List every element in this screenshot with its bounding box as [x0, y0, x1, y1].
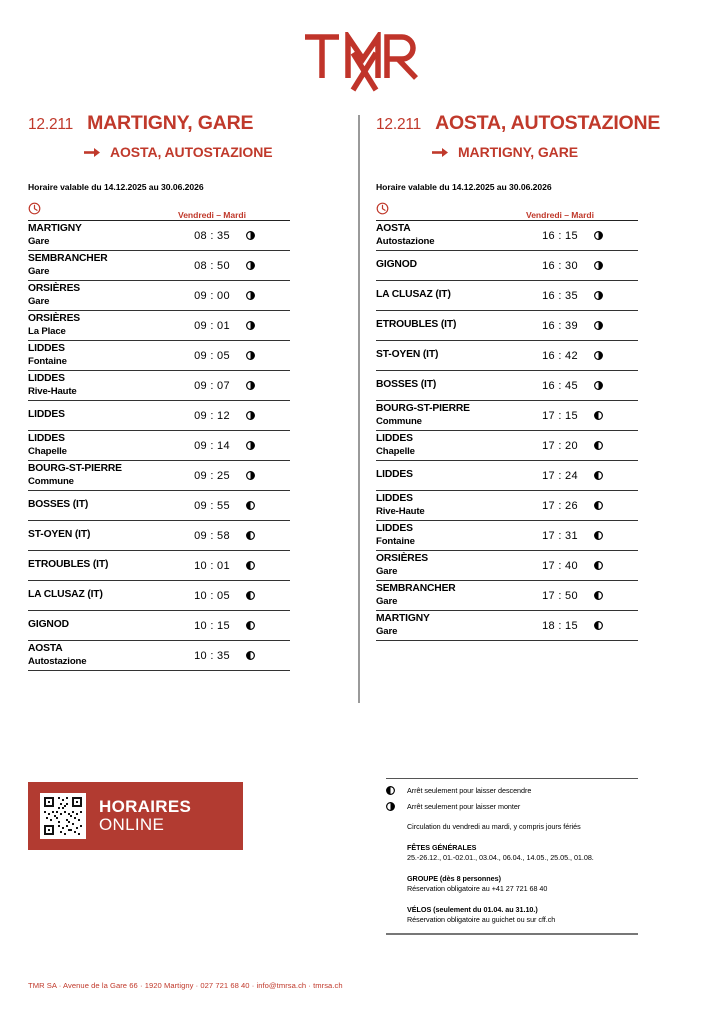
clock-icon	[28, 202, 41, 215]
table-row	[376, 611, 638, 641]
stop-cell	[28, 611, 178, 641]
stop-name: GIGNOD	[28, 619, 69, 631]
half-circle-left-filled-icon	[594, 561, 603, 570]
legend-label: Arrêt seulement pour laisser monter	[407, 802, 521, 812]
stop-name: ORSIÈRES	[28, 283, 81, 295]
stop-name: LA CLUSAZ (IT)	[28, 589, 103, 601]
departure-time: 09 : 14	[178, 431, 246, 461]
table-row	[28, 581, 290, 611]
half-circle-right-filled-icon	[386, 802, 395, 811]
half-circle-right-filled-icon	[594, 231, 603, 240]
stop-type-cell	[594, 581, 638, 611]
footer-contact: TMR SA · Avenue de la Gare 66 · 1920 Martigny · 027 721 68 40 · info@tmrsa.ch · tmrsa.ch	[28, 981, 343, 990]
table-header-row	[376, 202, 638, 221]
table-row	[376, 281, 638, 311]
stop-type-cell	[246, 251, 290, 281]
stop-name: GIGNOD	[376, 259, 417, 271]
timetable-outbound	[28, 202, 290, 671]
stop-type-cell	[594, 551, 638, 581]
stop-cell	[28, 281, 178, 311]
half-circle-left-filled-icon	[246, 561, 255, 570]
stop-name: ST-OYEN (IT)	[376, 349, 439, 361]
departure-time: 09 : 58	[178, 521, 246, 551]
half-circle-left-filled-icon	[246, 651, 255, 660]
legend-block-detail: 25.-26.12., 01.-02.01., 03.04., 06.04., 14.05., 25.05., 01.08.	[407, 853, 594, 863]
half-circle-left-filled-icon	[594, 441, 603, 450]
stop-sub: Autostazione	[28, 655, 87, 667]
days-header: Vendredi – Mardi	[178, 202, 290, 221]
table-row	[376, 221, 638, 251]
half-circle-left-filled-icon	[386, 786, 395, 795]
legend-label: Arrêt seulement pour laisser descendre	[407, 786, 532, 796]
stop-cell	[376, 581, 526, 611]
departure-time: 08 : 50	[178, 251, 246, 281]
stop-cell	[376, 371, 526, 401]
stop-name: ETROUBLES (IT)	[376, 319, 457, 331]
stop-sub: Gare	[376, 565, 398, 577]
departure-time: 08 : 35	[178, 221, 246, 251]
stop-type-cell	[594, 221, 638, 251]
table-row	[376, 341, 638, 371]
arrow-right-icon	[432, 147, 449, 158]
stop-name: MARTIGNY	[28, 223, 82, 235]
stop-type-cell	[246, 221, 290, 251]
table-row	[376, 371, 638, 401]
line-destination-row	[376, 144, 676, 160]
table-row	[376, 401, 638, 431]
stop-cell	[28, 311, 178, 341]
half-circle-left-filled-icon	[246, 591, 255, 600]
stop-cell	[28, 221, 178, 251]
validity-text: Horaire valable du 14.12.2025 au 30.06.2026	[376, 182, 552, 192]
departure-time: 09 : 05	[178, 341, 246, 371]
clock-icon	[376, 202, 389, 215]
clock-header-cell	[376, 202, 526, 221]
table-row	[28, 431, 290, 461]
column-divider	[358, 115, 360, 703]
stop-name: BOSSES (IT)	[28, 499, 89, 511]
stop-name: BOURG-ST-PIERRE	[28, 463, 122, 475]
half-circle-right-filled-icon	[594, 261, 603, 270]
departure-time: 09 : 00	[178, 281, 246, 311]
departure-time: 16 : 15	[526, 221, 594, 251]
stop-cell	[376, 461, 526, 491]
half-circle-left-filled-icon	[594, 471, 603, 480]
legend-block-fetes	[407, 843, 638, 862]
table-row	[28, 521, 290, 551]
stop-type-cell	[594, 611, 638, 641]
half-circle-left-filled-icon	[594, 411, 603, 420]
departure-time: 10 : 01	[178, 551, 246, 581]
stop-cell	[28, 641, 178, 671]
stop-type-cell	[246, 491, 290, 521]
stop-name: SEMBRANCHER	[376, 583, 456, 595]
line-destination-row	[28, 144, 328, 160]
stop-type-cell	[246, 641, 290, 671]
table-row	[376, 461, 638, 491]
half-circle-right-filled-icon	[246, 471, 255, 480]
clock-header-cell	[28, 202, 178, 221]
stop-cell	[28, 581, 178, 611]
table-row	[28, 341, 290, 371]
legend-block-detail: Réservation obligatoire au guichet ou sur cff.ch	[407, 915, 556, 925]
stop-cell	[28, 401, 178, 431]
legend-circulation-note: Circulation du vendredi au mardi, y compris jours fériés	[407, 822, 581, 832]
stop-type-cell	[594, 431, 638, 461]
departure-time: 10 : 05	[178, 581, 246, 611]
line-number: 12.211	[28, 116, 74, 133]
stop-cell	[376, 341, 526, 371]
table-row	[28, 221, 290, 251]
half-circle-right-filled-icon	[246, 441, 255, 450]
legend-item	[386, 802, 638, 811]
half-circle-left-filled-icon	[246, 621, 255, 630]
departure-time: 17 : 31	[526, 521, 594, 551]
stop-sub: Commune	[28, 475, 74, 487]
departure-time: 09 : 25	[178, 461, 246, 491]
departure-time: 16 : 42	[526, 341, 594, 371]
stop-name: LIDDES	[28, 373, 65, 385]
stop-type-cell	[246, 581, 290, 611]
timetable-return	[376, 202, 638, 641]
stop-name: LIDDES	[28, 409, 65, 421]
departure-time: 16 : 30	[526, 251, 594, 281]
half-circle-right-filled-icon	[246, 261, 255, 270]
stop-type-cell	[594, 401, 638, 431]
stop-type-cell	[594, 491, 638, 521]
stop-sub: Rive-Haute	[376, 505, 425, 517]
half-circle-right-filled-icon	[246, 291, 255, 300]
timetable-return-body	[376, 221, 638, 641]
half-circle-left-filled-icon	[246, 531, 255, 540]
departure-time: 18 : 15	[526, 611, 594, 641]
legend-item	[386, 786, 638, 795]
table-row	[376, 581, 638, 611]
stop-name: MARTIGNY	[376, 613, 430, 625]
stop-type-cell	[246, 281, 290, 311]
stop-sub: Chapelle	[376, 445, 415, 457]
stop-cell	[376, 251, 526, 281]
stop-cell	[376, 521, 526, 551]
legend-block-title: GROUPE (dès 8 personnes)	[407, 874, 501, 884]
stop-name: ORSIÈRES	[28, 313, 81, 325]
line-header	[28, 112, 328, 135]
departure-time: 17 : 24	[526, 461, 594, 491]
stop-type-cell	[246, 431, 290, 461]
legend-top-divider	[386, 778, 638, 779]
legend-block-detail: Réservation obligatoire au +41 27 721 68 40	[407, 884, 548, 894]
half-circle-right-filled-icon	[594, 291, 603, 300]
departure-time: 16 : 39	[526, 311, 594, 341]
departure-time: 10 : 35	[178, 641, 246, 671]
table-row	[28, 311, 290, 341]
half-circle-right-filled-icon	[594, 381, 603, 390]
direction-block-outbound	[28, 112, 328, 671]
horaires-online-banner[interactable]	[28, 782, 243, 850]
stop-type-cell	[594, 371, 638, 401]
legend-block-title: VÉLOS (seulement du 01.04. au 31.10.)	[407, 905, 538, 915]
departure-time: 16 : 45	[526, 371, 594, 401]
half-circle-left-filled-icon	[594, 591, 603, 600]
table-row	[28, 551, 290, 581]
stop-sub: Gare	[28, 295, 50, 307]
tmr-logo	[0, 32, 724, 99]
arrow-right-icon	[84, 147, 101, 158]
stop-name: SEMBRANCHER	[28, 253, 108, 265]
days-header: Vendredi – Mardi	[526, 202, 638, 221]
stop-type-cell	[594, 521, 638, 551]
stop-cell	[376, 401, 526, 431]
stop-type-cell	[246, 401, 290, 431]
half-circle-right-filled-icon	[246, 351, 255, 360]
table-row	[376, 491, 638, 521]
table-row	[376, 311, 638, 341]
stop-type-cell	[246, 371, 290, 401]
departure-time: 17 : 20	[526, 431, 594, 461]
stop-cell	[376, 551, 526, 581]
table-row	[28, 461, 290, 491]
stop-cell	[28, 341, 178, 371]
half-circle-right-filled-icon	[246, 321, 255, 330]
stop-type-cell	[246, 341, 290, 371]
stop-cell	[28, 431, 178, 461]
stop-sub: Gare	[28, 235, 50, 247]
legend	[386, 778, 638, 935]
stop-type-cell	[246, 311, 290, 341]
stop-cell	[28, 551, 178, 581]
table-row	[376, 551, 638, 581]
table-row	[28, 371, 290, 401]
stop-cell	[376, 281, 526, 311]
departure-time: 17 : 26	[526, 491, 594, 521]
table-row	[28, 611, 290, 641]
stop-sub: La Place	[28, 325, 66, 337]
stop-name: LIDDES	[376, 493, 413, 505]
line-origin: AOSTA, AUTOSTAZIONE	[435, 112, 661, 134]
stop-type-cell	[594, 281, 638, 311]
half-circle-right-filled-icon	[594, 321, 603, 330]
half-circle-right-filled-icon	[246, 411, 255, 420]
stop-name: BOURG-ST-PIERRE	[376, 403, 470, 415]
half-circle-left-filled-icon	[246, 501, 255, 510]
half-circle-left-filled-icon	[594, 621, 603, 630]
table-row	[28, 641, 290, 671]
departure-time: 10 : 15	[178, 611, 246, 641]
stop-cell	[28, 251, 178, 281]
table-row	[28, 251, 290, 281]
validity-text: Horaire valable du 14.12.2025 au 30.06.2026	[28, 182, 204, 192]
line-destination: MARTIGNY, GARE	[458, 144, 578, 160]
half-circle-right-filled-icon	[594, 351, 603, 360]
stop-name: LIDDES	[28, 433, 65, 445]
stop-sub: Gare	[376, 595, 398, 607]
stop-type-cell	[246, 551, 290, 581]
timetable-outbound-body	[28, 221, 290, 671]
half-circle-right-filled-icon	[246, 231, 255, 240]
direction-block-return	[376, 112, 676, 641]
departure-time: 09 : 55	[178, 491, 246, 521]
legend-block-groupe	[407, 874, 638, 893]
stop-type-cell	[246, 521, 290, 551]
stop-type-cell	[594, 311, 638, 341]
stop-name: ORSIÈRES	[376, 553, 429, 565]
tmr-logo-icon	[303, 32, 421, 94]
banner-text	[99, 798, 191, 835]
stop-sub: Fontaine	[28, 355, 67, 367]
qr-code-icon[interactable]	[40, 793, 86, 839]
half-circle-right-filled-icon	[246, 381, 255, 390]
stop-cell	[376, 491, 526, 521]
departure-time: 09 : 12	[178, 401, 246, 431]
stop-type-cell	[594, 251, 638, 281]
stop-type-cell	[594, 461, 638, 491]
stop-sub: Commune	[376, 415, 422, 427]
stop-name: ST-OYEN (IT)	[28, 529, 91, 541]
stop-type-cell	[246, 611, 290, 641]
banner-line2: ONLINE	[99, 815, 165, 834]
table-row	[376, 431, 638, 461]
departure-time: 17 : 15	[526, 401, 594, 431]
legend-block-velos	[407, 905, 638, 924]
table-row	[28, 491, 290, 521]
table-header-row	[28, 202, 290, 221]
table-row	[376, 251, 638, 281]
departure-time: 16 : 35	[526, 281, 594, 311]
stop-name: AOSTA	[28, 643, 63, 655]
stop-cell	[376, 431, 526, 461]
table-row	[376, 521, 638, 551]
stop-cell	[376, 611, 526, 641]
stop-name: LIDDES	[376, 433, 413, 445]
stop-cell	[28, 491, 178, 521]
stop-type-cell	[594, 341, 638, 371]
half-circle-left-filled-icon	[594, 501, 603, 510]
stop-name: BOSSES (IT)	[376, 379, 437, 391]
line-number: 12.211	[376, 116, 422, 133]
stop-sub: Autostazione	[376, 235, 435, 247]
table-row	[28, 401, 290, 431]
stop-sub: Gare	[28, 265, 50, 277]
departure-time: 17 : 50	[526, 581, 594, 611]
departure-time: 09 : 07	[178, 371, 246, 401]
departure-time: 17 : 40	[526, 551, 594, 581]
stop-name: LIDDES	[28, 343, 65, 355]
line-origin: MARTIGNY, GARE	[87, 112, 254, 134]
stop-name: ETROUBLES (IT)	[28, 559, 109, 571]
stop-cell	[28, 461, 178, 491]
stop-sub: Fontaine	[376, 535, 415, 547]
stop-cell	[376, 221, 526, 251]
stop-name: LA CLUSAZ (IT)	[376, 289, 451, 301]
stop-cell	[28, 521, 178, 551]
half-circle-left-filled-icon	[594, 531, 603, 540]
stop-cell	[376, 311, 526, 341]
legend-block-title: FÊTES GÉNÉRALES	[407, 843, 477, 853]
stop-type-cell	[246, 461, 290, 491]
stop-sub: Gare	[376, 625, 398, 637]
stop-sub: Chapelle	[28, 445, 67, 457]
legend-bottom-divider	[386, 933, 638, 934]
stop-name: LIDDES	[376, 523, 413, 535]
stop-sub: Rive-Haute	[28, 385, 77, 397]
line-header	[376, 112, 676, 135]
banner-line1: HORAIRES	[99, 796, 192, 816]
line-destination: AOSTA, AUTOSTAZIONE	[110, 144, 273, 160]
stop-name: AOSTA	[376, 223, 411, 235]
table-row	[28, 281, 290, 311]
stop-cell	[28, 371, 178, 401]
departure-time: 09 : 01	[178, 311, 246, 341]
stop-name: LIDDES	[376, 469, 413, 481]
